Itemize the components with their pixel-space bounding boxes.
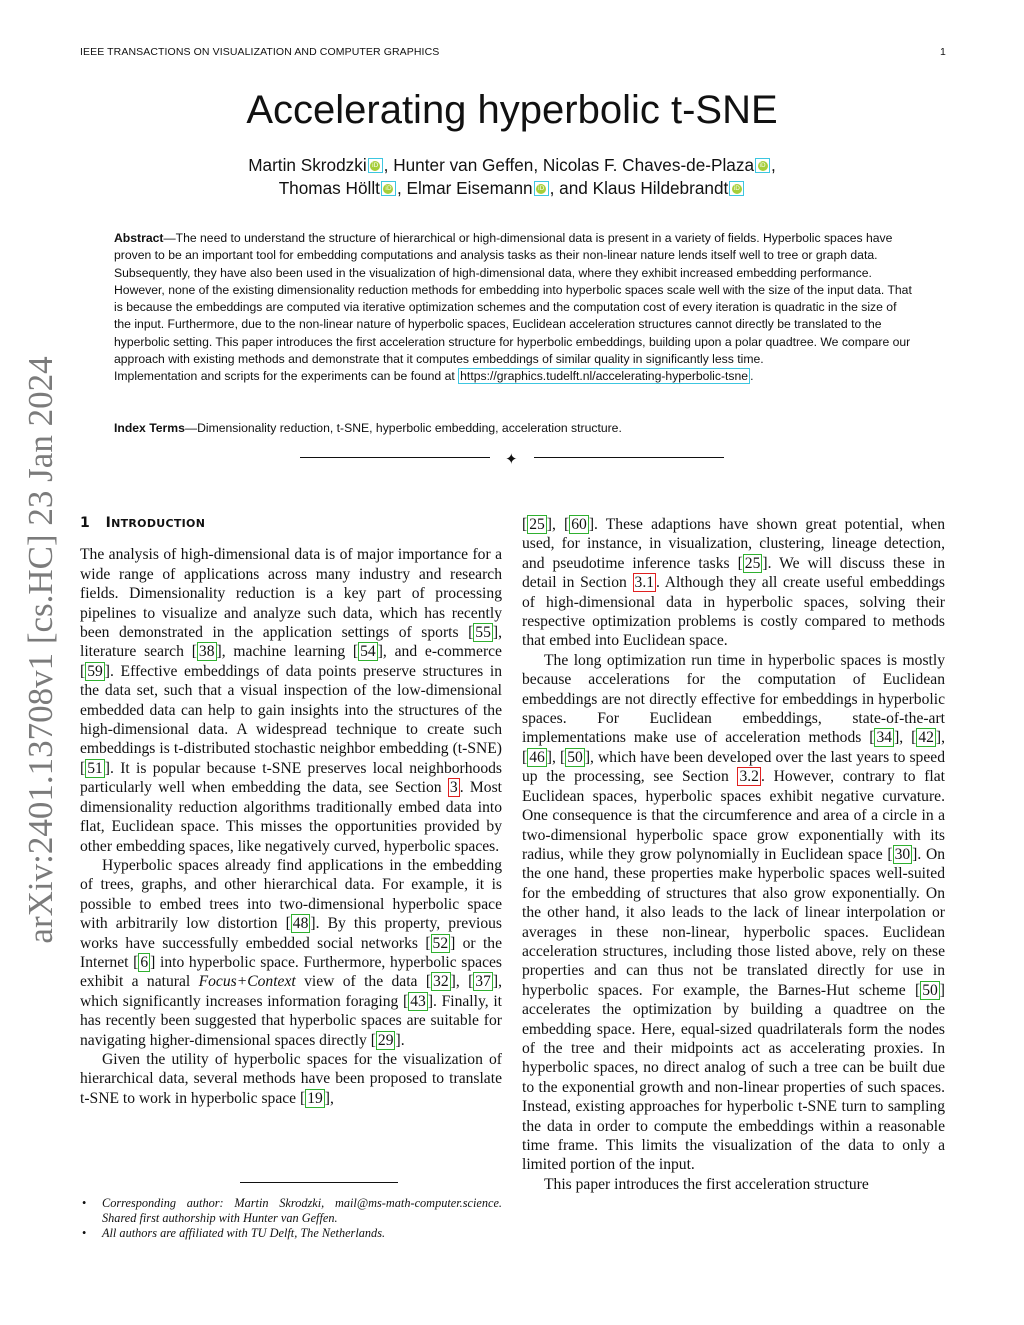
index-terms bbox=[114, 421, 914, 435]
author-name: Martin Skrodzki bbox=[248, 155, 367, 175]
citation-link[interactable]: 25 bbox=[744, 554, 761, 572]
arxiv-stamp bbox=[12, 356, 70, 944]
citation-link[interactable]: 46 bbox=[529, 748, 545, 766]
author-name: Klaus Hildebrandt bbox=[592, 178, 729, 198]
footnote: • All authors are affiliated with TU Delft, The Netherlands. bbox=[82, 1226, 386, 1240]
footnote: • Corresponding author: Martin Skrodzki, mail@ms-math-computer.science. Shared first authorship with Hunter van Geffen. bbox=[82, 1196, 502, 1225]
citation-link[interactable]: 50 bbox=[567, 748, 583, 766]
paragraph: This paper introduces the first acceleration structure bbox=[544, 1175, 869, 1193]
journal-name: IEEE TRANSACTIONS ON VISUALIZATION AND COMPUTER GRAPHICS bbox=[80, 46, 440, 58]
author-name: Thomas Höllt bbox=[278, 178, 380, 198]
orcid-icon[interactable]: iD bbox=[368, 158, 383, 173]
author-name: Nicolas F. Chaves-de-Plaza bbox=[542, 155, 755, 175]
orcid-icon[interactable]: iD bbox=[729, 181, 744, 196]
author-name: Hunter van Geffen bbox=[393, 155, 534, 175]
abstract-text: —The need to understand the structure of hierarchical or high-dimensional data is present in a variety of fields. Hyperbolic spaces have proven to be an important tool for embedding computations and analysis tasks as their non-linear nature lends itself well to tree or graph data. Subsequently, they have also been used in the visualization of high-dimensional data, where they exhibit increased embedding performance. However, none of the existing dimensionality reduction methods for embedding into hyperbolic spaces scale well with the size of the input data. That is because the embeddings are computed via iterative optimization schemes and the computation cost of every iteration is quadratic in the size of the input. Furthermore, due to the non-linear nature of hyperbolic spaces, Euclidean acceleration structures cannot directly be translated to the hyperbolic setting. This paper introduces the first acceleration structure for hyperbolic embeddings, building upon a polar quadtree. We compare our approach with existing methods and demonstrate that it computes embeddings of similar quality in significantly less time. bbox=[114, 231, 912, 367]
section-heading: 1 INTRODUCTION bbox=[80, 515, 206, 531]
citation-link[interactable]: 48 bbox=[292, 915, 309, 933]
abstract: Abstract—The need to understand the structure of hierarchical or high-dimensional data is present in a variety of fields. Hyperbolic spaces have proven to be an important tool for embedding computations and analysis tasks as their non-linear nature lends itself well to tree or graph data. Subsequently, they have also been used in the visualization of high-dimensional data, where they exhibit increased embedding performance. However, none of the existing dimensionality reduction methods for embedding into hyperbolic spaces scale well with the size of the input data. That is because the embeddings are computed via iterative optimization schemes and the computation cost of every iteration is quadratic in the size of the input. Furthermore, due to the non-linear nature of hyperbolic spaces, Euclidean acceleration structures cannot directly be translated to the hyperbolic setting. This paper introduces the first acceleration structure for hyperbolic embeddings, building upon a polar quadtree. We compare our approach with existing methods and demonstrate that it computes embeddings of similar quality in significantly less time. Implementation and scripts for the experiments can be found at https://graphics.tudelft.nl/accelerating-hyperbolic-tsne . bbox=[114, 231, 912, 384]
section-link[interactable]: 3.2 bbox=[739, 768, 759, 786]
citation-link[interactable]: 43 bbox=[410, 992, 426, 1010]
author-name: Elmar Eisemann bbox=[406, 178, 533, 198]
page-number: 1 bbox=[940, 46, 946, 58]
author-list: Martin Skrodzki iD , Hunter van Geffen, Nicolas F. Chaves-de-Plaza iD , Thomas Höllt iD , Elmar Eisemann iD , and Klaus Hildebrandt iD bbox=[248, 155, 776, 198]
paragraph: Hyperbolic spaces already find applications in the embedding of trees, graphs, and other hierarchical data. For example, it is possible to embed trees into two-dimensional hyperbolic space with arbitrarily low distortion [ 48 ]. By this property, previous works have successfully embedded social networks [ 52 ] or the Internet [ 6 ] into hyperbolic space. Furthermore, hyperbolic spaces exhibit a natural Focus+Context view of the data [ 32 ], [ 37 ], which significantly increases information foraging [ 43 ]. Finally, it has recently been suggested that hyperbolic spaces are suitable for navigating higher-dimensional spaces directly [ 29 ]. bbox=[80, 856, 503, 1049]
citation-link[interactable]: 54 bbox=[360, 643, 376, 661]
section-link[interactable]: 3 bbox=[449, 779, 458, 797]
index-terms-label: Index Terms bbox=[114, 421, 185, 435]
citation-link[interactable]: 19 bbox=[307, 1089, 323, 1107]
paragraph: The long optimization run time in hyperbolic spaces is mostly because accelerations for the computation of Euclidean embeddings are not directly effective for embeddings in hyperbolic spaces. For Euclidean embeddings, state-of-the-art implementations make use of acceleration methods [ 34 ], [ 42 ], [ 46 ], [ 50 ], which have been developed over the last years to speed up the processing, see Section 3.2 . However, contrary to flat Euclidean spaces, hyperbolic spaces exhibit negative curvature. One consequence is that the circumference and area of a circle in a two-dimensional hyperbolic space grow exponentially with its radius, while they grow polynomially in Euclidean space [ 30 ]. On the one hand, these properties make hyperbolic spaces well-suited for the embedding of structures that also grow exponentially. On the other hand, it also leads to the lack of linear interpolation or averages in these non-linear, hyperbolic spaces. Euclidean acceleration structures, including those listed above, rely on these properties and can thus not be translated directly for use in hyperbolic spaces. For example, the Barnes-Hut scheme [ 50 ] accelerates the optimization by building a quadtree on the embedding space. Here, equal-sized quadrilaterals form the nodes of the tree and their midpoints act as accelerating proxies. In hyperbolic spaces, no direct analog of such a tree can be built due to the exponential growth and non-linear properties of such spaces. Instead, existing approaches for hyperbolic t-SNE turn to sampling the data in order to compute the embeddings within a reasonable time frame. This limits the visualization of the data to only a limited portion of the input. bbox=[522, 651, 946, 1174]
citation-link[interactable]: 60 bbox=[571, 516, 587, 533]
orcid-icon[interactable]: iD bbox=[534, 181, 549, 196]
citation-link[interactable]: 32 bbox=[433, 973, 449, 991]
right-column bbox=[522, 515, 945, 1194]
abstract-label: Abstract bbox=[114, 231, 164, 245]
citation-link[interactable]: 51 bbox=[87, 759, 103, 777]
citation-link[interactable]: 59 bbox=[87, 662, 103, 680]
orcid-icon[interactable]: iD bbox=[755, 158, 770, 173]
citation-link[interactable]: 37 bbox=[475, 973, 491, 991]
paper-title: Accelerating hyperbolic t-SNE bbox=[246, 88, 778, 132]
paragraph: [ 25 ], [ 60 ]. These adaptions have shown great potential, when used, for instance, in visualization, clustering, lineage detection, and pseudotime inference tasks [ 25 ]. We will discuss these in detail in Section 3.1 . Although they all create useful embeddings of high-dimensional data in hyperbolic spaces, solving their respective optimization problems is costly compared to methods that embed into Euclidean space. bbox=[522, 516, 946, 650]
index-terms-text: —Dimensionality reduction, t-SNE, hyperbolic embedding, acceleration structure. bbox=[184, 421, 622, 435]
citation-link[interactable]: 42 bbox=[918, 729, 934, 747]
footnote-rule bbox=[240, 1182, 398, 1183]
citation-link[interactable]: 6 bbox=[140, 953, 149, 971]
orcid-icon[interactable]: iD bbox=[381, 181, 396, 196]
citation-link[interactable]: 30 bbox=[894, 845, 911, 863]
citation-link[interactable]: 34 bbox=[876, 729, 893, 747]
citation-link[interactable]: 55 bbox=[475, 624, 491, 642]
section-link[interactable]: 3.1 bbox=[634, 574, 655, 592]
diamond-ornament-icon: ✦ bbox=[505, 450, 518, 468]
citation-link[interactable]: 25 bbox=[529, 516, 545, 533]
running-header bbox=[80, 46, 946, 60]
left-column bbox=[80, 514, 502, 1108]
project-url-link[interactable]: https://graphics.tudelft.nl/accelerating-hyperbolic-tsne bbox=[460, 369, 749, 384]
paragraph: The analysis of high-dimensional data is of major importance for a wide range of applications across many industry and research fields. Dimensionality reduction is a key part of processing pipelines to visualize and analyze such data, which has recently been demonstrated in the application settings of sports [ 55 ], literature search [ 38 ], machine learning [ 54 ], and e-commerce [ 59 ]. Effective embeddings of data points preserve structures in the data set, such that a visual inspection of the low-dimensional embedded data can help to gain insights into the structures of the high-dimensional data. A widespread technique to create such embeddings is t-distributed stochastic neighbor embedding (t-SNE) [ 51 ]. It is popular because t-SNE preserves local neighborhoods particularly well when embedding the data, see Section 3 . Most dimensionality reduction algorithms traditionally embed data into flat, Euclidean space. This misses the opportunities provided by other embedding spaces, like negatively curved, hyperbolic spaces. bbox=[80, 546, 502, 855]
arxiv-id: arXiv:2401.13708v1 [cs.HC] 23 Jan 2024 bbox=[21, 356, 60, 944]
citation-link[interactable]: 29 bbox=[377, 1031, 394, 1049]
citation-link[interactable]: 52 bbox=[432, 934, 449, 952]
section-separator bbox=[300, 448, 724, 468]
citation-link[interactable]: 38 bbox=[198, 643, 215, 661]
paragraph: Given the utility of hyperbolic spaces for the visualization of hierarchical data, several methods have been proposed to translate t-SNE to work in hyperbolic space [ 19 ], bbox=[80, 1050, 502, 1107]
citation-link[interactable]: 50 bbox=[922, 981, 938, 999]
footnotes bbox=[80, 1196, 502, 1241]
